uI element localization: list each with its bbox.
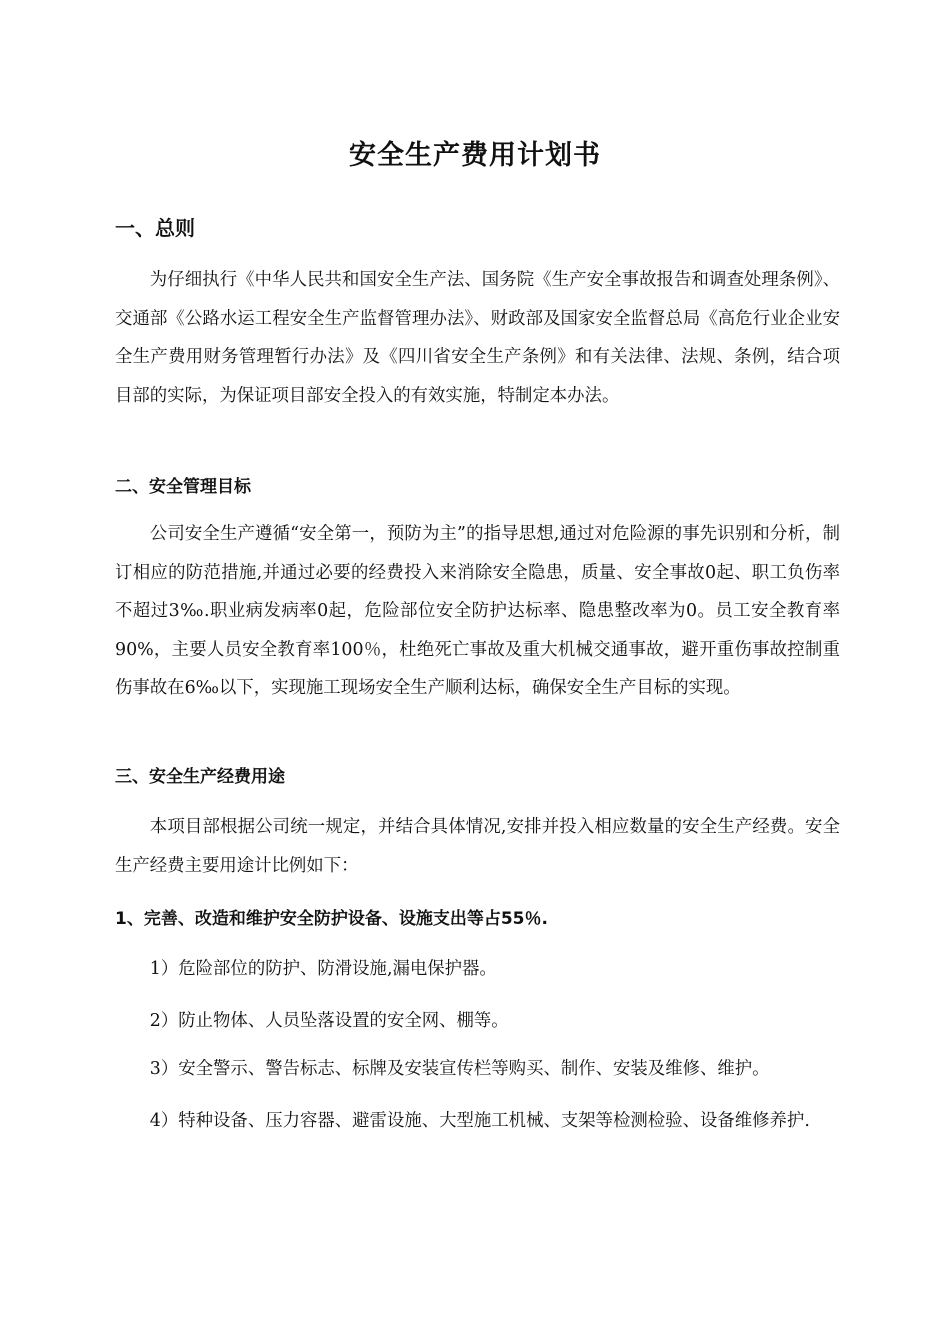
section-heading-general: 一、总则 <box>115 216 195 240</box>
section-heading-fund-usage: 三、安全生产经费用途 <box>115 767 285 787</box>
document-title: 安全生产费用计划书 <box>349 140 601 171</box>
subsection-heading-protection-equipment: 1、完善、改造和维护安全防护设备、设施支出等占55％. <box>115 909 548 929</box>
list-item: 1）危险部位的防护、防滑设施,漏电保护器。 <box>149 959 497 979</box>
section-body-safety-goals: 公司安全生产遵循“安全第一，预防为主”的指导思想,通过对危险源的事先识别和分析，制订相应的防范措施,并通过必要的经费投入来消除安全隐患，质量、安全事故0起、职工负伤率不超过3‰.职业病发病率0起，危险部位安全防护达标率、隐患整改率为0。员工安全教育率90%，主要人员安全教育率100％，杜绝死亡事故及重大机械交通事故，避开重伤事故控制重伤事故在6‰以下，实现施工现场安全生产顺利达标，确保安全生产目标的实现。 <box>115 524 840 698</box>
list-item: 3）安全警示、警告标志、标牌及安装宣传栏等购买、制作、安装及维修、维护。 <box>149 1059 770 1079</box>
section-heading-safety-goals: 二、安全管理目标 <box>115 477 251 497</box>
list-item: 4）特种设备、压力容器、避雷设施、大型施工机械、支架等检测检验、设备维修养护. <box>149 1111 810 1131</box>
section-body-general: 为仔细执行《中华人民共和国安全生产法、国务院《生产安全事故报告和调查处理条例》、交通部《公路水运工程安全生产监督管理办法》、财政部及国家安全监督总局《高危行业企业安全生产费用财务管理暂行办法》及《四川省安全生产条例》和有关法律、法规、条例，结合项目部的实际，为保证项目部安全投入的有效实施，特制定本办法。 <box>115 270 840 406</box>
section-body-fund-usage: 本项目部根据公司统一规定，并结合具体情况,安排并投入相应数量的安全生产经费。安全生产经费主要用途计比例如下： <box>115 817 840 876</box>
list-item: 2）防止物体、人员坠落设置的安全网、棚等。 <box>149 1011 509 1031</box>
